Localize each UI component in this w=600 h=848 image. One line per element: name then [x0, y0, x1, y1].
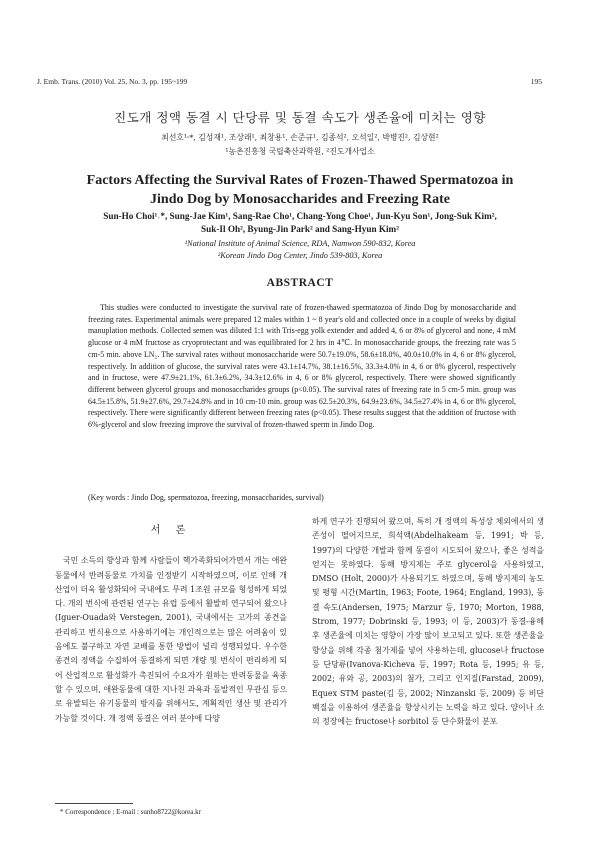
english-title-line1: Factors Affecting the Survival Rates of Frozen-Thawed Spermatozoa in [86, 173, 514, 188]
introduction-heading: 서 론 [150, 525, 192, 536]
english-title-line2: Jindo Dog by Monosaccharides and Freezing Rate [150, 192, 450, 207]
left-column-text: 국민 소득의 향상과 함께 사람들이 핵가족화되어가면서 개는 애완동물에서 반려동물로 가치를 인정받기 시작하였으며, 이로 인해 개 산업이 더욱 활성화되어 국내에도 무려 1조원 규모를 형성하게 되었다. 개의 번식에 관련된 연구는 유럽 등에서 활발히 연구되어 왔으나(Iguer-Ouada와 Verstegen, 2001), 국내에서는 고가의 종견을 관리하고 번식용으로 사용하기에는 개인적으로는 많은 어려움이 있음에도 불구하고 자연 교배를 통한 방법이 널리 성행되었다. 우수한 종견의 정액을 수집하여 동결하게 되면 개량 및 번식이 편리하게 되어 산업적으로 활성화가 촉진되어 수요자가 원하는 반려동물을 육종할 수 있으며, 애완동물에 대한 지나친 과욕과 돌발적인 무관심 등으로 유발되는 유기동물의 방지를 위해서도, 계획적인 생산 및 관리가 가능할 것이다. 개 정액 동결은 여러 분야에 다양 [55, 556, 287, 723]
abstract-heading: ABSTRACT [266, 277, 334, 289]
right-column-text: 하게 연구가 진행되어 왔으며, 특히 개 정액의 특성상 체외에서의 생존성이 떨어지므로, 희석액(Abdelhakeam 등, 1991; 박 등, 1997)의 다양한 개발과 함께 동결이 시도되어 왔으나, 좋은 성적을 얻지는 못하였다. 동해 방지제는 주로 glycerol을 사용하였고, DMSO (Holt, 2000)가 사용되기도 하였으며, 동해 방지제의 농도 및 평형 시간(Martin, 1963; Foote, 1964; England, 1993), 동결 속도(Andersen, 1975; Marzur 등, 1970; Morton, 1988, Strom, 1977; Dobrinski 등, 1993; 이 등, 2003)가 동결-융해 후 생존율에 미치는 영향이 가장 많이 보고되고 있다. 또한 생존율을 향상을 위해 각종 첨가제를 넣어 사용하는데, glucose나 fructose 등 단당류(Ivanova-Kicheva 등, 1997; Rota 등, 1995; 유 등, 2002; 유와 공, 2003)의 첨가, 그리고 인지질(Farstad, 2009), Equex STM paste(김 등, 2002; Ninzanski 등, 2009) 등 비단백질을 이용하여 생존율을 향상시키는 노력을 하고 있다. 양이나 소의 정장에는 fructose나 sorbitol 등 단수화물이 분포 [312, 517, 544, 727]
english-authors-line2: Suk-Il Oh², Byung-Jin Park² and Sang-Hyun Kim² [201, 224, 399, 234]
korean-title: 진도개 정액 동결 시 단당류 및 동결 속도가 생존율에 미치는 영향 [114, 110, 486, 125]
english-title [0, 171, 600, 209]
left-column [55, 524, 287, 726]
english-affiliations [0, 238, 600, 262]
right-column [312, 515, 544, 729]
footnote-rule [55, 803, 133, 804]
abstract-text: This studies were conducted to investigate the survival rate of frozen-thawed spermatozoa of Jindo Dog by monosaccharide and freezing rates. Experimental animals were prepared 12 males within 1 ~ 8 year's old and collected once in a couple of weeks by digital manuplation methods. Collected semen was diluted 1:1 with Tris-egg yolk extender and added 4, 6 or 8% of glycerol and none, 4 mM glucose or 4 mM fructose as cryoprotectant and was equilibrated for 2 hrs in 4℃. In monosaccharide groups, the freezing rate was 5 cm-5 min. above LN₂. The survival rates without monosaccharide were 50.7±19.0%, 58.6±18.0%, 40.0±10.0% in 4, 6 or 8% glycerol, respectively. In addition of glucose, the survival rates were 43.1±14.7%, 38.1±16.5%, 33.3±4.0% in 4, 6 or 8% glycerol, respectively and in fructose, were 47.9±21.1%, 61.3±6.2%, 34.3±12.6% in 4, 6 or 8% glycerol, respectively. There were showed significantly different between glycerol groups and monosaccharides groups (p<0.05). The survival rates of freezing rate in 5 cm-5 min. group was 64.5±15.8%, 51.9±27.6%, 29.7±24.8% and in 10 cm-10 min. group was 62.5±20.3%, 64.9±23.6%, 34.5±27.4% in 4, 6 or 8% glycerol, respectively. There were significantly different between freezing rates (p<0.05). These results suggest that the addition of fructose with 6%-glycerol and slow freezing improve the survival of frozen-thawed sperm in Jindo Dog. [88, 303, 516, 430]
english-authors-line1: Sun-Ho Choi¹˒*, Sung-Jae Kim¹, Sang-Rae Cho¹, Chang-Yong Choe¹, Jun-Kyu Son¹, Jong-Suk Kim², [103, 211, 497, 221]
journal-citation: J. Emb. Trans. (2010) Vol. 25, No. 3, pp. 195~199 [37, 77, 188, 86]
english-authors [0, 210, 600, 236]
korean-affiliations: ¹농촌진흥청 국립축산과학원, ²진도개사업소 [225, 147, 375, 156]
korean-authors: 최선호¹˒*, 김성재¹, 조상래¹, 최창용¹, 손준규¹, 김종석², 오석일², 박병진², 김상현² [161, 133, 439, 142]
english-affiliation-2: ²Korean Jindo Dog Center, Jindo 539-803, Korea [217, 251, 383, 260]
keywords: (Key words : Jindo Dog, spermatozoa, freezing, monsaccharides, survival) [88, 493, 324, 502]
english-affiliation-1: ¹National Institute of Animal Science, RDA, Namwon 590-832, Korea [184, 239, 416, 248]
page-number: 195 [530, 77, 542, 86]
correspondence-footnote: * Correspondence : E-mail : sunho8722@korea.kr [60, 808, 201, 816]
